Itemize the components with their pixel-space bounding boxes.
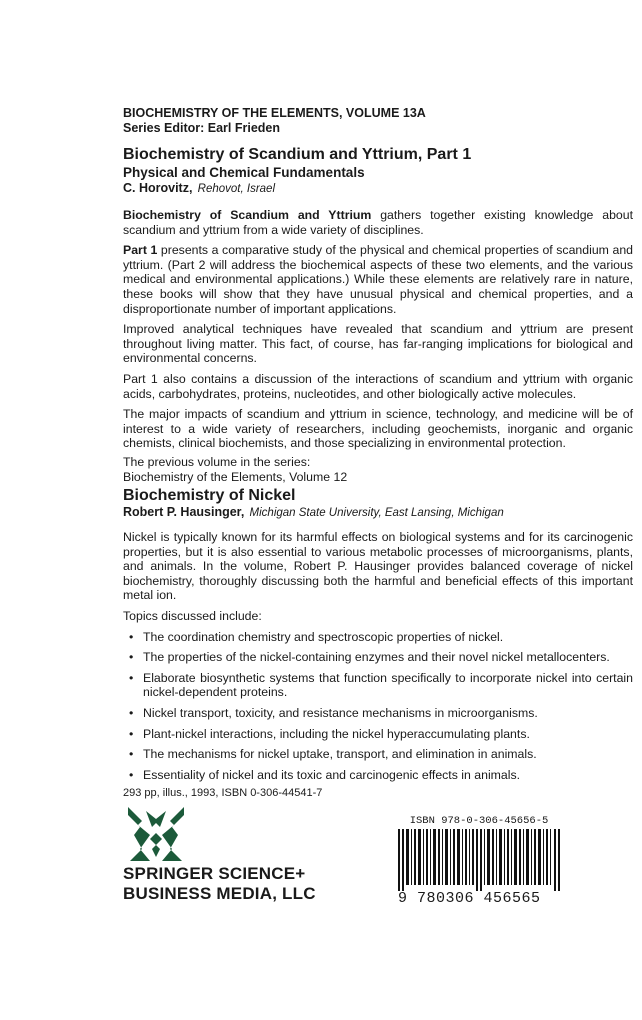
list-item: • The coordination chemistry and spectroscopic properties of nickel. (129, 629, 504, 644)
barcode-number: 9 780306 456565 (398, 890, 541, 907)
previous-author-affiliation: Michigan State University, East Lansing, Michigan (249, 507, 504, 520)
barcode (398, 815, 560, 907)
author-affiliation: Rehovot, Israel (197, 183, 276, 195)
series-title: BIOCHEMISTRY OF THE ELEMENTS, VOLUME 13A (123, 106, 426, 120)
desc-p1-bold: Biochemistry of Scandium and Yttrium (123, 208, 372, 222)
bullet-icon: • (129, 747, 134, 762)
list-item: • Essentiality of nickel and its toxic and carcinogenic effects in animals. (129, 767, 521, 782)
bullet-icon: • (129, 629, 134, 644)
previous-author (123, 505, 633, 521)
book-title: Biochemistry of Scandium and Yttrium, Part 1 (123, 146, 472, 163)
desc-paragraph-5: The major impacts of scandium and yttrium in science, technology, and medicine will be of interest to a wide variety of researchers, including geochemists, inorganic and organic chemists, clinical biochemists, and those specializing in environmental protection. (123, 407, 633, 451)
desc-paragraph-4: Part 1 also contains a discussion of the interactions of scandium and yttrium with organic acids, carbohydrates, proteins, nucleotides, and other biologically active molecules. (123, 371, 633, 401)
previous-label: The previous volume in the series: (123, 455, 311, 469)
book-author (123, 181, 633, 197)
description (123, 208, 633, 457)
bullet-icon: • (129, 726, 134, 741)
bullet-icon: • (129, 650, 134, 665)
author-name: C. Horovitz, (123, 181, 193, 195)
series-editor: Series Editor: Earl Frieden (123, 121, 280, 135)
desc-p2-text: presents a comparative study of the physical and chemical properties of scandium and yttrium. (Part 2 will address the biochemical aspects of these two elements, and the various medical and environmental applications.) While these elements are relatively rare in nature, these books will show that they have unusual physical and chemical properties, and a disproportionate number of important applications. (123, 243, 633, 316)
barcode-isbn-label: ISBN 978-0-306-45656-5 (409, 815, 549, 827)
book-info (123, 145, 633, 197)
bullet-icon: • (129, 705, 134, 720)
publication-info: 293 pp, illus., 1993, ISBN 0-306-44541-7 (123, 787, 323, 800)
list-item: • Plant-nickel interactions, including the nickel hyperaccumulating plants. (129, 726, 530, 741)
bullet-icon: • (129, 767, 134, 782)
nickel-intro: Nickel is typically known for its harmful effects on biological systems and for its carcinogenic properties, but it is also essential to various metabolic processes of microorganisms, plants, and animals. In the volume, Robert P. Hausinger provides balanced coverage of nickel biochemistry, thoroughly discussing both the harmful and beneficial effects of this important metal ion. (123, 530, 633, 603)
publisher-line-1: SPRINGER SCIENCE+ (123, 864, 306, 883)
previous-series: Biochemistry of the Elements, Volume 12 (123, 469, 348, 484)
series-header (123, 106, 633, 136)
topics-list (123, 630, 633, 783)
publisher-line-2: BUSINESS MEDIA, LLC (123, 884, 316, 903)
desc-p2-bold: Part 1 (123, 243, 158, 258)
topics-heading: Topics discussed include: (123, 608, 262, 623)
book-subtitle: Physical and Chemical Fundamentals (123, 165, 365, 180)
list-item: • Elaborate biosynthetic systems that function specifically to incorporate nickel into certain nickel-dependent proteins. (129, 670, 633, 700)
previous-volume (123, 455, 633, 521)
previous-title: Biochemistry of Nickel (123, 487, 296, 505)
springer-horse-icon (126, 805, 186, 863)
publisher-name (123, 864, 316, 904)
desc-paragraph-2 (123, 243, 633, 316)
list-item: • The properties of the nickel-containing enzymes and their novel nickel metallocenters. (129, 650, 610, 665)
barcode-bars-icon (398, 829, 560, 891)
desc-paragraph-1 (123, 208, 633, 237)
desc-paragraph-3: Improved analytical techniques have revealed that scandium and yttrium are present throughout living matter. This fact, of course, has far-ranging implications for biological and environmental concerns. (123, 322, 633, 366)
list-item: • Nickel transport, toxicity, and resistance mechanisms in microorganisms. (129, 705, 538, 720)
bullet-icon: • (129, 670, 134, 685)
nickel-section (123, 530, 633, 800)
previous-author-name: Robert P. Hausinger, (123, 505, 245, 520)
desc-p1-text: gathers together existing knowledge about scandium and yttrium from a wide variety of disciplines. (123, 208, 634, 237)
list-item: • The mechanisms for nickel uptake, transport, and elimination in animals. (129, 747, 537, 762)
